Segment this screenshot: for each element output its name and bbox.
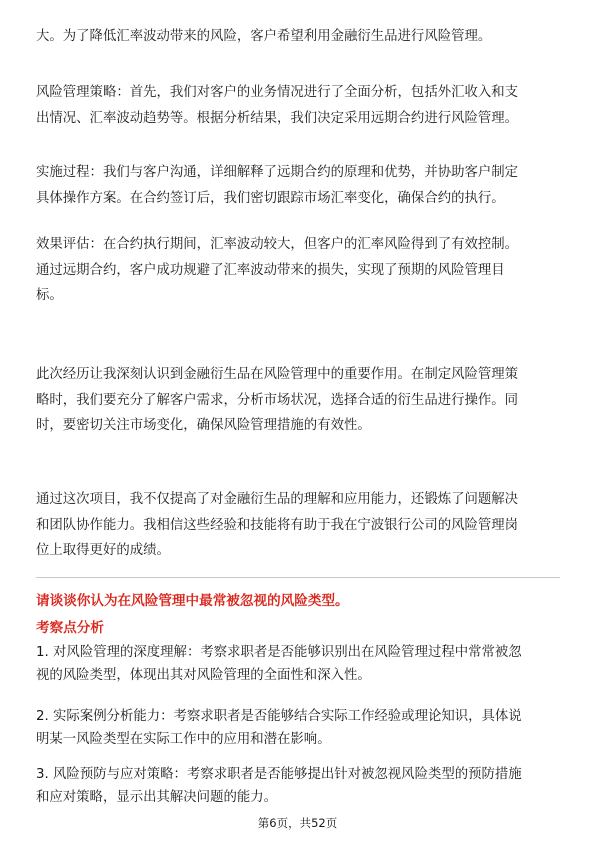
- analysis-title: 考察点分析: [36, 620, 104, 636]
- body-paragraph: 风险管理策略：首先，我们对客户的业务情况进行了全面分析，包括外汇收入和支 出情况、汇率波动趋势等。根据分析结果，我们决定采用远期合约进行风险管理。: [36, 85, 519, 126]
- body-paragraph: 通过这次项目，我不仅提高了对金融衍生品的理解和应用能力，还锻炼了问题解决 和团队协作能力。我相信这些经验和技能将有助于我在宁波银行公司的风险管理岗 位上取得更好的成绩。: [36, 492, 519, 558]
- analysis-point: 2. 实际案例分析能力：考察求职者是否能够结合实际工作经验或理论知识，具体说 明某一风险类型在实际工作中的应用和潜在影响。: [36, 709, 522, 747]
- page-number: 第6页，共52页: [257, 816, 338, 830]
- interview-question: 请谈谈你认为在风险管理中最常被忽视的风险类型。: [36, 593, 349, 609]
- body-paragraph: 此次经历让我深刻认识到金融衍生品在风险管理中的重要作用。在制定风险管理策 略时，我们要充分了解客户需求，分析市场状况，选择合适的衍生品进行操作。同 时，要密切关注市场变化，确保风险管理措施的有效性。: [36, 367, 519, 433]
- body-paragraph: 效果评估：在合约执行期间，汇率波动较大，但客户的汇率风险得到了有效控制。 通过远期合约，客户成功规避了汇率波动带来的损失，实现了预期的风险管理目 标。: [36, 237, 519, 303]
- section-divider: [36, 577, 560, 578]
- analysis-point: 3. 风险预防与应对策略：考察求职者是否能够提出针对被忽视风险类型的预防措施 和应对策略，显示出其解决问题的能力。: [36, 767, 522, 805]
- body-paragraph: 大。为了降低汇率波动带来的风险，客户希望利用金融衍生品进行风险管理。: [36, 29, 492, 44]
- analysis-point: 1. 对风险管理的深度理解：考察求职者是否能够识别出在风险管理过程中常常被忽 视的风险类型，体现出其对风险管理的全面性和深入性。: [36, 645, 522, 683]
- body-paragraph: 实施过程：我们与客户沟通，详细解释了远期合约的原理和优势，并协助客户制定 具体操作方案。在合约签订后，我们密切跟踪市场汇率变化，确保合约的执行。: [36, 165, 519, 206]
